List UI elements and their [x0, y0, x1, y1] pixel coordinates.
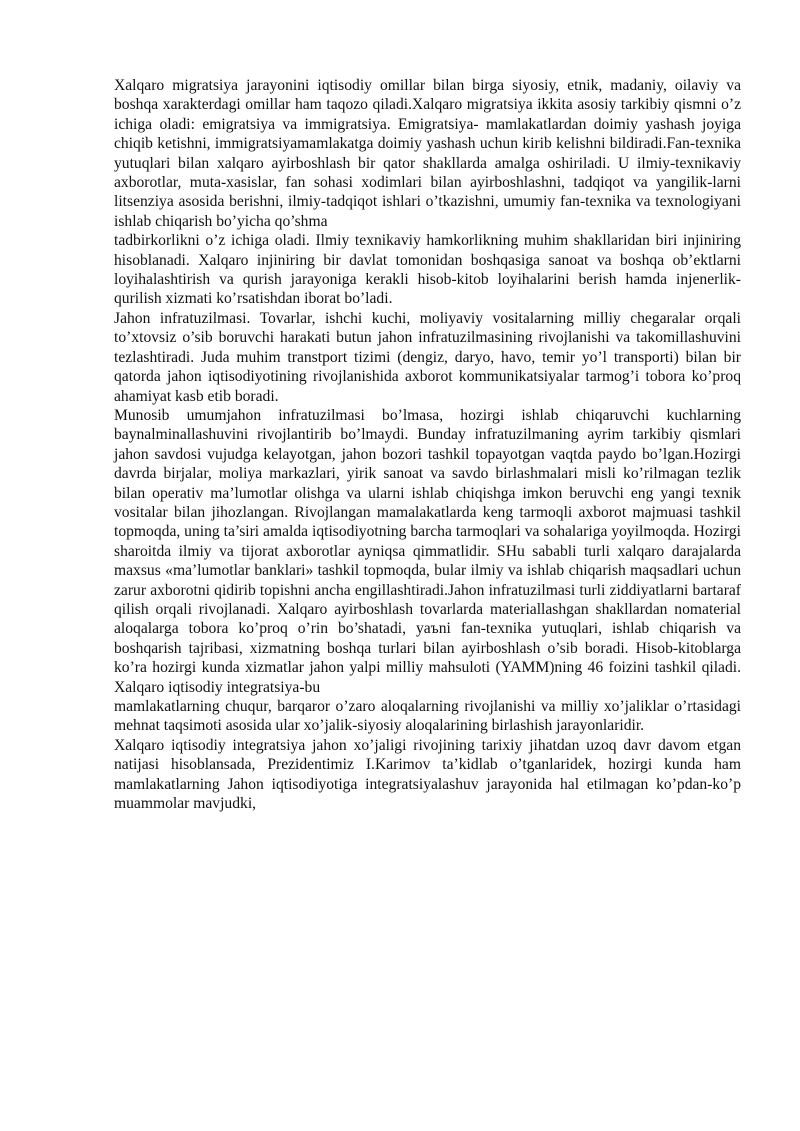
paragraph-migration: Xalqaro migratsiya jarayonini iqtisodiy omillar bilan birga siyosiy, etnik, madaniy, oilaviy va boshqa xarakterdagi omillar ham taqozo qiladi.Xalqaro migratsiya ikkita asosiy tarkibiy qismni o’z ichiga oladi: emigratsiya va immigratsiya. Emigratsiya- mamlakatlardan doimiy yashash joyiga chiqib ketishni, immigratsiyamamlakatga doimiy yashash uchun kirib kelishni bildiradi.Fan-texnika yutuqlari bilan xalqaro ayirboshlash bir qator shakllarda amalga oshiriladi. U ilmiy-texnikaviy axborotlar, muta-xasislar, fan sohasi xodimlari bilan ayirboshlashni, tadqiqot va yangilik-larni litsenziya asosida berishni, ilmiy-tadqiqot ishlari o’tkazishni, umumiy fan-texnika va texnologiyani ishlab chiqarish bo’yicha qo’shma [114, 77, 741, 230]
paragraph-integration-history: Xalqaro iqtisodiy integratsiya jahon xo’jaligi rivojining tarixiy jihatdan uzoq davr davom etgan natijasi hisoblansada, Prezidentimiz I.Karimov ta’kidlab o’tganlaridek, hozirgi kunda ham mamlakatlarning Jahon iqtisodiyotiga integratsiyalashuv jarayonida hal etilmagan ko’pdan-ko’p muammolar mavjudki, [114, 736, 741, 813]
paragraph-world-infrastructure: Jahon infratuzilmasi. Tovarlar, ishchi kuchi, moliyaviy vositalarning milliy chegaralar orqali to’xtovsiz o’sib boruvchi harakati butun jahon infratuzilmasining rivojlanishi va takomillashuvini tezlashtiradi. Juda muhim transtport tizimi (dengiz, daryo, havo, temir yo’l transporti) bilan bir qatorda jahon iqtisodiyotining rivojlanishida axborot kommunikatsiyalar tarmog’i tobora ko’proq ahamiyat kasb etib boradi. [114, 309, 741, 405]
document-page [114, 76, 741, 813]
paragraph-integration-definition: mamlakatlarning chuqur, barqaror o’zaro aloqalarning rivojlanishi va milliy xo’jaliklar o’rtasidagi mehnat taqsimoti asosida ular xo’jalik-siyosiy aloqalarining birlashish jarayonlaridir. [114, 698, 741, 735]
paragraph-engineering: tadbirkorlikni o’z ichiga oladi. Ilmiy texnikaviy hamkorlikning muhim shakllaridan biri injiniring hisoblanadi. Xalqaro injiniring bir davlat tomonidan boshqasiga sanoat va boshqa ob’ektlarni loyihalashtirish va qurish jarayoniga kerakli hisob-kitob loyihalarini berish hamda injenerlik-qurilish xizmati ko’rsatishdan iborat bo’ladi. [114, 232, 741, 308]
paragraph-infrastructure-development: Munosib umumjahon infratuzilmasi bo’lmasa, hozirgi ishlab chiqaruvchi kuchlarning baynalminallashuvini rivojlantirib bo’lmaydi. Bunday infratuzilmaning ayrim tarkibiy qismlari jahon savdosi vujudga kelayotgan, jahon bozori tashkil topayotgan vaqtda paydo bo’lgan.Hozirgi davrda birjalar, moliya markazlari, yirik sanoat va savdo birlashmalari misli ko’rilmagan tezlik bilan operativ ma’lumotlar olishga va ularni ishlab chiqishga imkon beruvchi eng yangi texnik vositalar bilan jihozlangan. Rivojlangan mamalakatlarda keng tarmoqli axborot majmuasi tashkil topmoqda, uning ta’siri amalda iqtisodiyotning barcha tarmoqlari va sohalariga yoyilmoqda. Hozirgi sharoitda ilmiy va tijorat axborotlar ayniqsa qimmatlidir. SHu sababli turli xalqaro darajalarda maxsus «ma’lumotlar banklari» tashkil topmoqda, bular ilmiy va ishlab chiqarish maqsadlari uchun zarur axborotni qidirib topishni ancha engillashtiradi.Jahon infratuzilmasi turli ziddiyatlarni bartaraf qilish orqali rivojlanadi. Xalqaro ayirboshlash tovarlarda materiallashgan shakllardan nomaterial aloqalarga tobora ko’proq o’rin bo’shatadi, yaъni fan-texnika yutuqlari, ishlab chiqarish va boshqarish tajribasi, xizmatning boshqa turlari bilan ayirboshlash o’sib boradi. Hisob-kitoblarga ko’ra hozirgi kunda xizmatlar jahon yalpi milliy mahsuloti (YAMM)ning 46 foizini tashkil qiladi. Xalqaro iqtisodiy integratsiya-bu [114, 406, 741, 696]
